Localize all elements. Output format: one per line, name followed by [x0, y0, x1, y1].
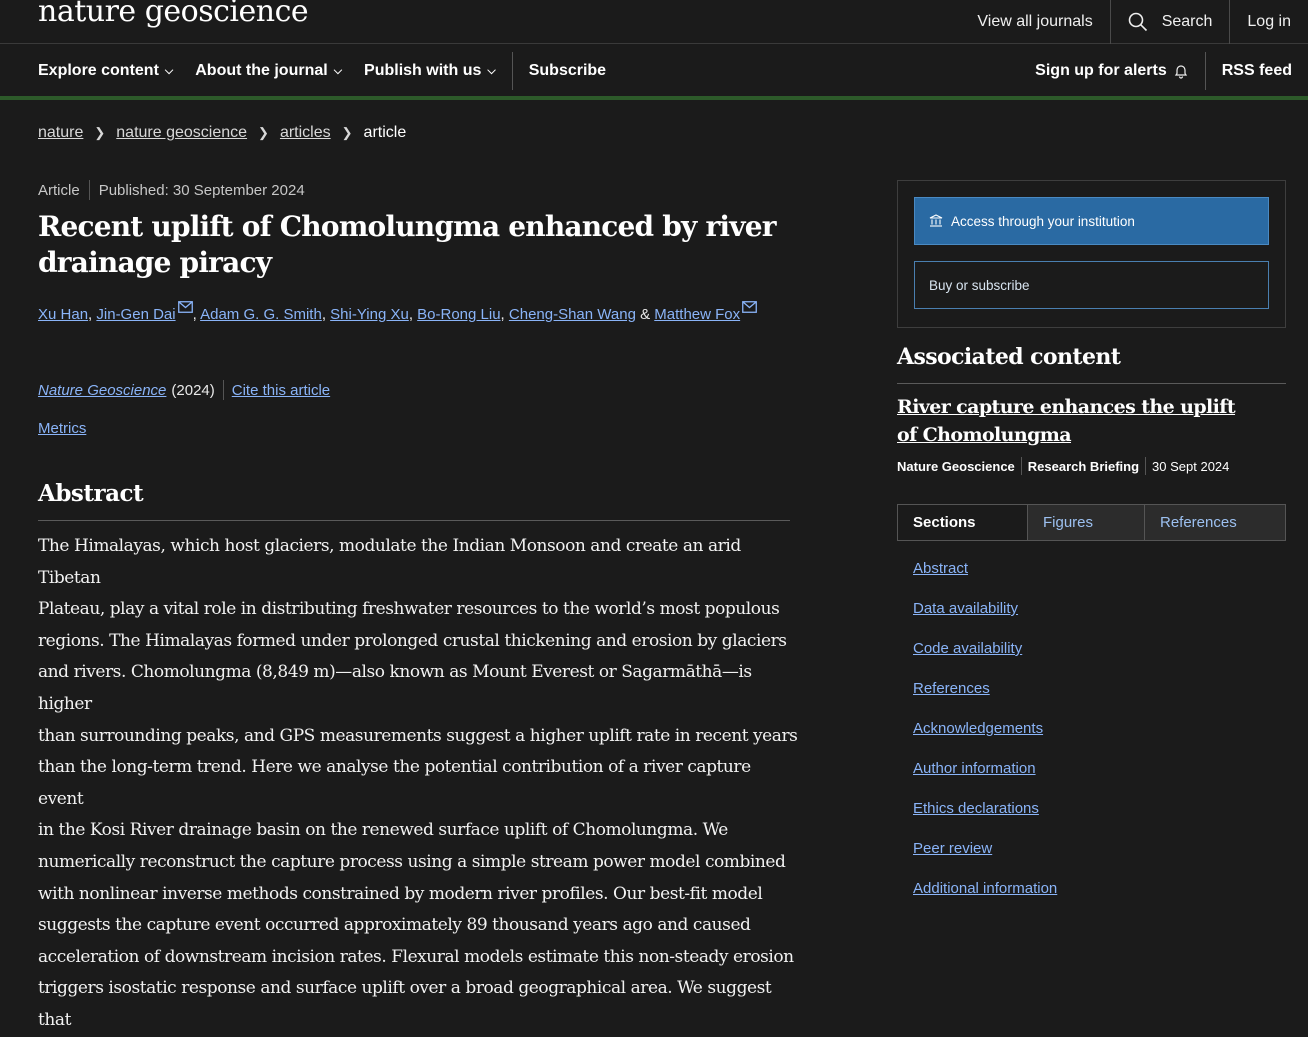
section-link-peer-review[interactable]: Peer review — [913, 840, 993, 857]
publish-menu[interactable] — [364, 62, 496, 80]
access-institution-button[interactable] — [914, 197, 1269, 245]
divider — [89, 180, 90, 200]
section-link-references[interactable]: References — [913, 680, 990, 697]
divider — [223, 380, 224, 400]
sections-list — [913, 558, 1057, 918]
buy-subscribe-button[interactable]: Buy or subscribe — [914, 261, 1269, 309]
author-link[interactable]: Shi-Ying Xu — [330, 306, 409, 323]
chevron-down-icon: ⌵ — [164, 64, 174, 77]
tab-references[interactable]: References — [1144, 505, 1285, 540]
article-title: Recent uplift of Chomolungma enhanced by river drainage piracy — [38, 210, 776, 279]
alerts-label: Sign up for alerts — [1035, 62, 1167, 79]
explore-content-menu[interactable] — [38, 62, 173, 80]
view-all-journals-link[interactable]: View all journals — [977, 13, 1093, 30]
chevron-right-icon: ❯ — [94, 125, 106, 140]
chevron-down-icon: ⌵ — [333, 64, 343, 77]
associated-article-link[interactable]: River capture enhances the uplift of Chomolungma — [897, 396, 1236, 446]
author-link[interactable]: Bo-Rong Liu — [417, 306, 501, 323]
sidebar-tabs — [897, 504, 1286, 541]
alerts-link[interactable] — [1035, 62, 1189, 80]
section-link-ethics-declarations[interactable]: Ethics declarations — [913, 800, 1039, 817]
associated-type: Research Briefing — [1027, 458, 1140, 474]
access-box — [897, 180, 1286, 328]
cite-article-link[interactable]: Cite this article — [231, 381, 331, 399]
chevron-right-icon: ❯ — [341, 125, 353, 140]
main-nav — [0, 44, 1308, 100]
tab-sections[interactable]: Sections — [898, 505, 1027, 540]
author-link[interactable]: Matthew Fox — [654, 306, 741, 323]
abstract-line: The Himalayas, which host glaciers, modulate the Indian Monsoon and create an arid Tibetan — [38, 536, 741, 588]
metrics-link[interactable]: Metrics — [38, 420, 87, 437]
abstract-line: Plateau, play a vital role in distributing freshwater resources to the world’s most populous — [38, 599, 780, 620]
divider — [512, 52, 513, 90]
publish-label: Publish with us — [364, 62, 482, 79]
abstract-text — [38, 531, 798, 1037]
rss-feed-link[interactable]: RSS feed — [1221, 62, 1292, 79]
chevron-down-icon: ⌵ — [487, 64, 496, 77]
abstract-line: triggers isostatic response and surface uplift over a broad geographical area. We suggest that — [38, 978, 772, 1030]
section-link-code-availability[interactable]: Code availability — [913, 640, 1023, 657]
section-link-author-information[interactable]: Author information — [913, 760, 1036, 777]
breadcrumb-nature-geoscience[interactable]: nature geoscience — [116, 124, 248, 141]
breadcrumb-nature[interactable]: nature — [38, 124, 84, 141]
bell-icon — [1173, 63, 1189, 79]
chevron-right-icon: ❯ — [258, 125, 269, 140]
breadcrumb — [38, 124, 406, 142]
about-journal-menu[interactable] — [195, 62, 342, 80]
divider — [1145, 457, 1146, 475]
author-link[interactable]: Adam G. G. Smith — [200, 306, 322, 323]
search-icon — [1128, 12, 1148, 32]
author-link[interactable]: Jin-Gen Dai — [96, 306, 176, 323]
search-button[interactable] — [1111, 0, 1230, 44]
citation-row — [38, 380, 330, 400]
mail-icon[interactable] — [178, 301, 193, 313]
published-date: Published: 30 September 2024 — [98, 181, 305, 199]
breadcrumb-articles[interactable]: articles — [279, 124, 331, 141]
tab-figures[interactable]: Figures — [1027, 505, 1144, 540]
abstract-heading: Abstract — [38, 480, 790, 521]
login-link[interactable]: Log in — [1247, 13, 1291, 30]
author-link[interactable]: Xu Han — [38, 306, 89, 323]
section-link-data-availability[interactable]: Data availability — [913, 600, 1019, 617]
abstract-line: than the long-term trend. Here we analyse the potential contribution of a river capture event — [38, 757, 751, 809]
abstract-line: regions. The Himalayas formed under prolonged crustal thickening and erosion by glaciers — [38, 630, 787, 651]
top-bar — [0, 0, 1308, 44]
explore-label: Explore content — [38, 62, 159, 79]
associated-date: 30 Sept 2024 — [1152, 458, 1230, 474]
article-meta — [38, 180, 305, 200]
abstract-line: acceleration of downstream incision rates. Flexural models estimate this non-steady erosion — [38, 946, 794, 967]
abstract-line: and rivers. Chomolungma (8,849 m)—also known as Mount Everest or Sagarmāthā—is higher — [38, 662, 752, 714]
abstract-line: in the Kosi River drainage basin on the renewed surface uplift of Chomolungma. We — [38, 820, 728, 841]
section-link-additional-information[interactable]: Additional information — [913, 880, 1058, 897]
divider — [1205, 52, 1206, 90]
subscribe-link[interactable]: Subscribe — [528, 62, 607, 79]
associated-meta — [897, 457, 1229, 475]
mail-icon[interactable] — [742, 301, 757, 313]
associated-journal: Nature Geoscience — [897, 458, 1015, 474]
abstract-line: with nonlinear inverse methods constrained by modern river profiles. Our best-fit model — [38, 883, 763, 904]
abstract-line: than surrounding peaks, and GPS measurements suggest a higher uplift rate in recent years — [38, 725, 798, 746]
abstract-line: numerically reconstruct the capture process using a simple stream power model combined — [38, 851, 786, 872]
journal-link[interactable]: Nature Geoscience — [38, 381, 167, 399]
author-list: Xu Han, Jin-Gen Dai , Adam G. G. Smith, Shi-Ying Xu, Bo-Rong Liu, Cheng-Shan Wang & Matthew Fox — [38, 301, 818, 327]
institution-icon — [929, 214, 943, 228]
associated-content-heading: Associated content — [897, 344, 1286, 384]
author-link[interactable]: Cheng-Shan Wang — [508, 306, 636, 323]
about-label: About the journal — [195, 62, 328, 79]
top-nav — [960, 0, 1308, 44]
journal-logo[interactable]: nature geoscience — [38, 0, 309, 29]
year: (2024) — [171, 381, 215, 399]
search-label: Search — [1161, 13, 1213, 30]
breadcrumb-current: article — [363, 124, 407, 141]
section-link-abstract[interactable]: Abstract — [913, 560, 969, 577]
section-link-acknowledgements[interactable]: Acknowledgements — [913, 720, 1044, 737]
abstract-line: suggests the capture event occurred approximately 89 thousand years ago and caused — [38, 915, 751, 936]
divider — [1021, 457, 1022, 475]
article-type: Article — [38, 181, 80, 199]
access-label: Access through your institution — [951, 213, 1135, 229]
